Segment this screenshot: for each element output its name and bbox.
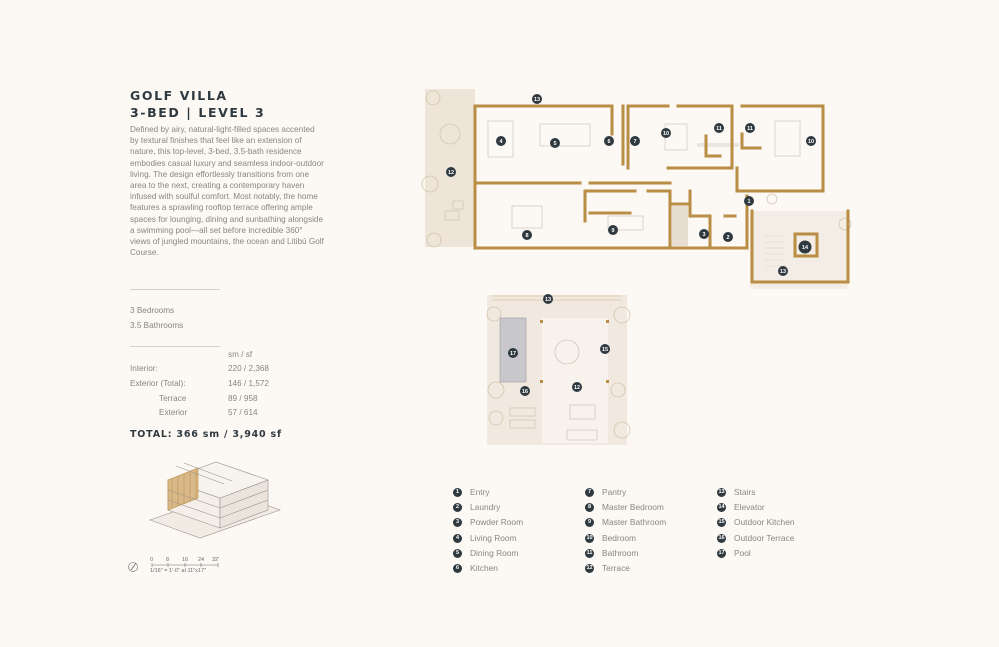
svg-text:7: 7 xyxy=(633,139,637,145)
rooftop-marker-16 xyxy=(520,386,530,396)
legend-label: Pool xyxy=(734,548,751,558)
svg-text:4: 4 xyxy=(499,139,503,145)
rooftop-marker-17 xyxy=(508,348,518,358)
legend-label: Bedroom xyxy=(602,533,636,543)
legend-item-powder-room xyxy=(453,517,523,527)
scale-tick: 8 xyxy=(166,557,170,563)
svg-text:13: 13 xyxy=(533,97,541,103)
legend-item-entry xyxy=(453,487,490,497)
svg-text:6: 6 xyxy=(607,139,611,145)
legend-number: 15 xyxy=(718,519,725,525)
svg-text:10: 10 xyxy=(807,139,815,145)
legend-item-elevator xyxy=(717,502,765,512)
legend-number: 11 xyxy=(586,550,593,556)
legend-number: 3 xyxy=(453,518,462,527)
legend-item-pantry xyxy=(585,487,626,497)
level3-marker-14 xyxy=(799,241,812,254)
level3-marker-4 xyxy=(496,136,506,146)
legend-number: 14 xyxy=(718,504,725,510)
legend-number: 7 xyxy=(585,488,594,497)
rooftop-marker-12 xyxy=(572,382,582,392)
legend-item-master-bedroom xyxy=(585,502,664,512)
level3-marker-12 xyxy=(446,167,456,177)
legend-number: 4 xyxy=(453,534,462,543)
legend-item-outdoor-terrace xyxy=(717,533,794,543)
legend-label: Entry xyxy=(470,487,490,497)
rooftop-marker-13 xyxy=(543,294,553,304)
svg-text:11: 11 xyxy=(716,126,722,132)
scale-tick: 32' xyxy=(212,557,220,563)
legend-label: Stairs xyxy=(734,487,756,497)
legend-item-bathroom xyxy=(585,548,638,558)
level3-marker-7 xyxy=(630,136,640,146)
description: Defined by airy, natural-light-filled spaces accented by textural finishes that feel like an extension of nature, this top-level, 3-bed, 3.5-bath residence embodies casual luxury and seamless indoor-outdoor living. The design effortlessly transitions from one area to the next, creating a contemporary haven infused with soulful comfort. Most notably, the home features a sprawling rooftop terrace offering ample spaces for lounging, dining and sunbathing alongside a swimming pool—all set before incredible 360° views of jungled mountains, the ocean and Litibú Golf Course. xyxy=(130,125,324,258)
rooftop-marker-15 xyxy=(600,344,610,354)
legend-item-dining-room xyxy=(453,548,518,558)
legend-item-terrace xyxy=(585,563,630,573)
svg-text:13: 13 xyxy=(544,297,552,303)
svg-text:2: 2 xyxy=(726,235,730,241)
legend-number: 13 xyxy=(718,489,725,495)
legend-number: 9 xyxy=(585,518,594,527)
legend-label: Laundry xyxy=(470,502,501,512)
legend-item-master-bathroom xyxy=(585,517,666,527)
svg-text:14: 14 xyxy=(801,245,809,251)
level3-marker-1 xyxy=(744,196,754,206)
area-unit-header: sm / sf xyxy=(228,350,253,359)
area-value: 146 / 1,572 xyxy=(228,379,269,388)
legend-item-bedroom xyxy=(585,533,636,543)
legend-number: 10 xyxy=(586,535,593,541)
svg-text:8: 8 xyxy=(525,233,529,239)
legend-number: 6 xyxy=(453,564,462,573)
svg-text:1: 1 xyxy=(747,199,751,205)
legend-number: 16 xyxy=(718,535,725,541)
legend-label: Dining Room xyxy=(470,548,519,558)
legend-number: 1 xyxy=(453,488,462,497)
total-area: TOTAL: 366 sm / 3,940 sf xyxy=(130,429,282,440)
legend-label: Pantry xyxy=(602,487,627,497)
area-label: Exterior xyxy=(159,408,188,417)
legend-number: 8 xyxy=(585,503,594,512)
area-label: Exterior (Total): xyxy=(130,379,186,388)
legend-label: Living Room xyxy=(470,533,517,543)
svg-text:15: 15 xyxy=(601,347,609,353)
legend-item-laundry xyxy=(453,502,500,512)
level3-marker-8 xyxy=(522,230,532,240)
svg-text:13: 13 xyxy=(779,269,787,275)
legend-number: 17 xyxy=(718,550,725,556)
legend-label: Bathroom xyxy=(602,548,639,558)
scale-tick: 16 xyxy=(182,557,189,563)
legend-label: Elevator xyxy=(734,502,765,512)
level3-marker-6 xyxy=(604,136,614,146)
svg-text:17: 17 xyxy=(509,351,517,357)
svg-text:9: 9 xyxy=(611,228,615,234)
title-line-1: GOLF VILLA xyxy=(130,88,228,103)
svg-text:10: 10 xyxy=(662,131,670,137)
legend-label: Outdoor Kitchen xyxy=(734,517,795,527)
level3-marker-11 xyxy=(745,123,755,133)
level3-marker-5 xyxy=(550,138,560,148)
level3-marker-9 xyxy=(608,225,618,235)
bedrooms-count: 3 Bedrooms xyxy=(130,306,175,315)
legend-label: Outdoor Terrace xyxy=(734,533,795,543)
level3-marker-11 xyxy=(714,123,724,133)
scale-note: 1/16" = 1'-0" at 11"x17" xyxy=(150,568,207,574)
svg-text:12: 12 xyxy=(573,385,581,391)
legend-item-outdoor-kitchen xyxy=(717,517,795,527)
legend-label: Master Bathroom xyxy=(602,517,667,527)
area-label: Interior: xyxy=(130,364,158,373)
legend-item-kitchen xyxy=(453,563,498,573)
level3-marker-10 xyxy=(806,136,816,146)
level3-marker-13 xyxy=(532,94,542,104)
legend-label: Master Bedroom xyxy=(602,502,664,512)
area-value: 89 / 958 xyxy=(228,394,258,403)
svg-text:12: 12 xyxy=(447,170,455,176)
area-label: Terrace xyxy=(159,394,187,403)
level3-marker-13 xyxy=(778,266,788,276)
svg-text:11: 11 xyxy=(747,126,753,132)
level3-marker-3 xyxy=(699,229,709,239)
legend-label: Powder Room xyxy=(470,517,524,527)
svg-text:3: 3 xyxy=(702,232,706,238)
legend-item-stairs xyxy=(717,487,755,497)
level3-marker-10 xyxy=(661,128,671,138)
legend-label: Terrace xyxy=(602,563,630,573)
svg-text:16: 16 xyxy=(521,389,529,395)
area-value: 57 / 614 xyxy=(228,408,258,417)
scale-tick: 24 xyxy=(198,557,205,563)
legend-item-pool xyxy=(717,548,751,558)
level3-marker-2 xyxy=(723,232,733,242)
bathrooms-count: 3.5 Bathrooms xyxy=(130,321,184,330)
svg-text:5: 5 xyxy=(553,141,557,147)
legend-number: 5 xyxy=(453,549,462,558)
scale-tick: 0 xyxy=(150,557,154,563)
legend-number: 2 xyxy=(453,503,462,512)
legend-number: 12 xyxy=(586,565,593,571)
legend-item-living-room xyxy=(453,533,517,543)
title-line-2: 3-BED | LEVEL 3 xyxy=(130,105,266,120)
area-value: 220 / 2,368 xyxy=(228,364,269,373)
legend-label: Kitchen xyxy=(470,563,498,573)
